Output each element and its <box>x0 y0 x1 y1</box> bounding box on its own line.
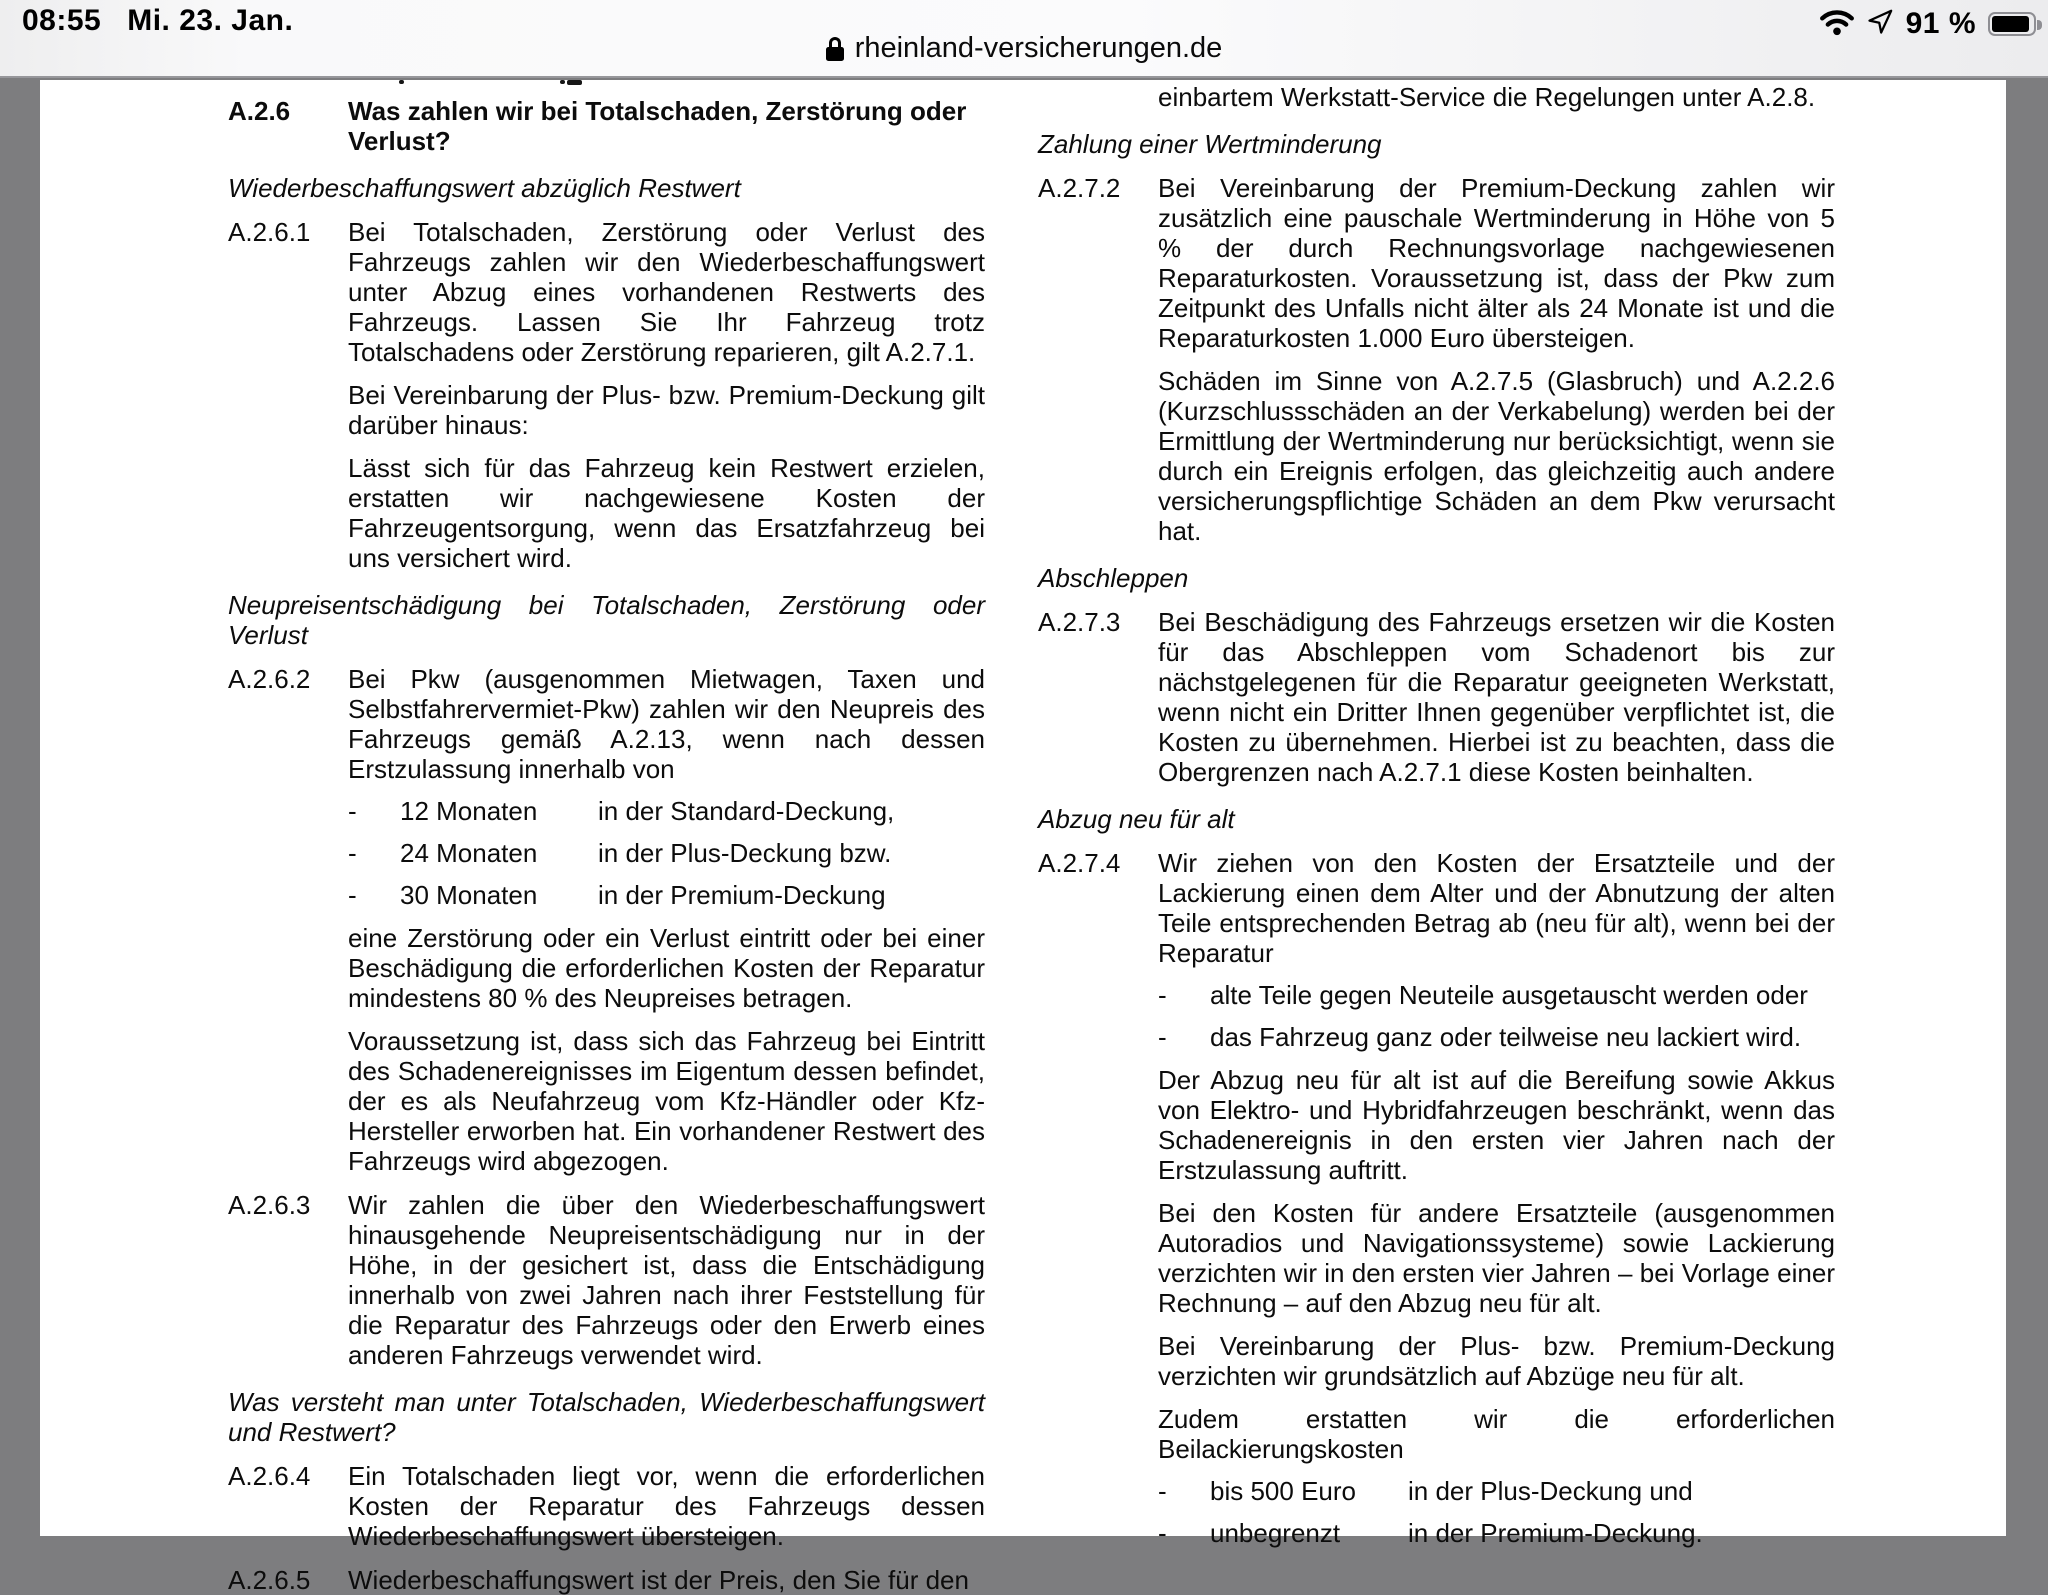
list-term: bis 500 Euro <box>1210 1476 1356 1506</box>
clause-paragraph: Bei Totalschaden, Zerstörung oder Verlust des Fahrzeugs zahlen wir den Wiederbeschaffungswert unter Abzug eines vorhandenen Restwerts des Fahrzeugs. Lassen Sie Ihr Fahrzeug trotz Totalschadens oder Zerstörung reparieren, gilt A.2.7.1. <box>348 217 985 367</box>
clause-paragraph: Bei Beschädigung des Fahrzeugs ersetzen wir die Kosten für das Abschleppen vom Schadenort bis zur nächstgelegenen für die Reparatur geeigneten Werkstatt, wenn nicht ein Dritter Ihnen gegenüber verpflichtet ist, die Kosten zu übernehmen. Hierbei ist zu beachten, dass die Obergrenzen nach A.2.7.1 diese Kosten beinhalten. <box>1158 607 1835 787</box>
clause-label: A.2.7.4 <box>1038 848 1121 878</box>
dash-list-row <box>1158 1022 1835 1052</box>
dash-bullet: - <box>1158 980 1167 1010</box>
list-term: 24 Monaten <box>400 838 538 868</box>
clause-label: A.2.7.2 <box>1038 173 1121 203</box>
clause-label: A.2.6.1 <box>228 217 311 247</box>
clause-item <box>228 664 985 784</box>
status-right-cluster <box>1819 7 2036 41</box>
subheading: Abschleppen <box>1038 563 1189 593</box>
dash-bullet: - <box>1158 1476 1167 1506</box>
clause-body <box>348 664 985 784</box>
section-title: Was zahlen wir bei Totalschaden, Zerstörung oder Verlust? <box>348 96 967 156</box>
clause-paragraph: Bei Vereinbarung der Plus- bzw. Premium-Deckung gilt darüber hinaus: <box>348 380 985 440</box>
clause-item <box>1038 607 1835 787</box>
clause-body <box>348 1190 985 1370</box>
clause-paragraph: Ein Totalschaden liegt vor, wenn die erforderlichen Kosten der Reparatur des Fahrzeugs dessen Wiederbeschaffungswert übersteigen. <box>348 1461 985 1551</box>
clause-paragraph: Bei Vereinbarung der Plus- bzw. Premium-Deckung verzichten wir grundsätzlich auf Abzüge neu für alt. <box>1158 1331 1835 1391</box>
dash-list-row <box>1158 1476 1835 1506</box>
document-column-right <box>1038 82 1835 1548</box>
clause-item <box>228 1190 985 1370</box>
list-desc: in der Premium-Deckung <box>598 880 886 910</box>
dash-list-row <box>1158 980 1835 1010</box>
clause-label: A.2.6.2 <box>228 664 311 694</box>
continued-line: einbartem Werkstatt-Service die Regelungen unter A.2.8. <box>1158 82 1816 112</box>
clause-paragraph: Bei den Kosten für andere Ersatzteile (ausgenommen Autoradios und Navigationssysteme) sowie Lackierung verzichten wir in den ersten vier Jahren – bei Vorlage einer Rechnung – auf den Abzug neu für alt. <box>1158 1198 1835 1318</box>
clause-label: A.2.6.4 <box>228 1461 311 1491</box>
dash-list-row <box>348 838 985 868</box>
lock-icon <box>826 37 844 61</box>
subheading: Neupreisentschädigung bei Totalschaden, Zerstörung oder Verlust <box>228 590 985 650</box>
dash-list-row <box>348 796 985 826</box>
clause-label: A.2.7.3 <box>1038 607 1121 637</box>
url-domain: rheinland-versicherungen.de <box>854 32 1223 64</box>
clause-label: A.2.6.3 <box>228 1190 311 1220</box>
list-desc: in der Plus-Deckung und <box>1408 1476 1693 1506</box>
clause-body <box>1158 607 1835 787</box>
dash-bullet: - <box>348 796 357 826</box>
clause-item <box>228 217 985 573</box>
dash-list-row <box>348 880 985 910</box>
pdf-viewport[interactable] <box>0 80 2048 1595</box>
clause-paragraph: Wiederbeschaffungswert ist der Preis, den Sie für den <box>348 1565 969 1595</box>
dash-bullet: - <box>1158 1518 1167 1548</box>
status-date: Mi. 23. Jan. <box>127 4 294 37</box>
clause-paragraph: Voraussetzung ist, dass sich das Fahrzeug bei Eintritt des Schadenereignisses im Eigentum dessen befindet, der es als Neufahrzeug vom Kfz-Händler oder Kfz-Hersteller erworben hat. Ein vorhandener Restwert des Fahrzeugs wird abgezogen. <box>348 1026 985 1176</box>
document-page <box>40 80 2006 1595</box>
battery-icon <box>1988 12 2036 36</box>
clause-item <box>1038 848 1835 968</box>
clause-body <box>1158 848 1835 968</box>
location-arrow-icon <box>1867 8 1894 40</box>
document-column-left <box>228 96 985 1595</box>
list-term: 30 Monaten <box>400 880 538 910</box>
list-desc: alte Teile gegen Neuteile ausgetauscht werden oder <box>1210 980 1808 1010</box>
section-label: A.2.6 <box>228 96 291 126</box>
subheading: Was versteht man unter Totalschaden, Wiederbeschaffungswert und Restwert? <box>228 1387 985 1447</box>
dash-bullet: - <box>1158 1022 1167 1052</box>
clause-body <box>1158 173 1835 546</box>
clause-paragraph: Schäden im Sinne von A.2.7.5 (Glasbruch) und A.2.2.6 (Kurzschlussschäden an der Verkabelung) werden bei der Ermittlung der Wertminderung nur berücksichtigt, wenn sie durch ein Ereignis erfolgen, das gleichzeitig auch andere versicherungspflichtige Schäden an dem Pkw verursacht hat. <box>1158 366 1835 546</box>
clause-label: A.2.6.5 <box>228 1565 311 1595</box>
subheading: Abzug neu für alt <box>1038 804 1235 834</box>
wifi-icon <box>1819 8 1855 41</box>
clause-item <box>228 1565 985 1595</box>
list-term: unbegrenzt <box>1210 1518 1341 1548</box>
list-term: 12 Monaten <box>400 796 538 826</box>
list-desc: in der Standard-Deckung, <box>598 796 895 826</box>
section-heading <box>228 96 985 156</box>
clause-paragraph: Der Abzug neu für alt ist auf die Bereifung sowie Akkus von Elektro- und Hybridfahrzeugen beschränkt, wenn das Schadenereignis in den ersten vier Jahren nach der Erstzulassung auftritt. <box>1158 1065 1835 1185</box>
clause-paragraph: eine Zerstörung oder ein Verlust eintritt oder bei einer Beschädigung die erforderlichen Kosten der Reparatur mindestens 80 % des Neupreises betragen. <box>348 923 985 1013</box>
clause-paragraph: Bei Pkw (ausgenommen Mietwagen, Taxen und Selbstfahrervermiet-Pkw) zahlen wir den Neupreis des Fahrzeugs gemäß A.2.13, wenn nach dessen Erstzulassung innerhalb von <box>348 664 985 784</box>
clause-paragraph: Wir ziehen von den Kosten der Ersatzteile und der Lackierung einen dem Alter und der Abnutzung der alten Teile entsprechenden Betrag ab (neu für alt), wenn bei der Reparatur <box>1158 848 1835 968</box>
subheading: Zahlung einer Wertminderung <box>1038 129 1382 159</box>
clause-paragraph: Zudem erstatten wir die erforderlichen Beilackierungskosten <box>1158 1404 1835 1464</box>
address-bar[interactable] <box>0 32 2048 65</box>
dash-bullet: - <box>348 880 357 910</box>
battery-percentage: 91 % <box>1905 7 1976 40</box>
browser-status-bar <box>0 0 2048 78</box>
status-time: 08:55 <box>22 4 102 37</box>
list-desc: in der Premium-Deckung. <box>1408 1518 1703 1548</box>
clause-item <box>1038 173 1835 546</box>
clause-paragraph: Wir zahlen die über den Wiederbeschaffungswert hinausgehende Neupreisentschädigung nur in der Höhe, in der gesichert ist, dass die Entschädigung innerhalb von zwei Jahren nach ihrer Feststellung für die Reparatur des Fahrzeugs oder den Erwerb eines anderen Fahrzeugs verwendet wird. <box>348 1190 985 1370</box>
clause-paragraph: Bei Vereinbarung der Premium-Deckung zahlen wir zusätzlich eine pauschale Wertminderung in Höhe von 5 % der durch Rechnungsvorlage nachgewiesenen Reparaturkosten. Voraussetzung ist, dass der Pkw zum Zeitpunkt des Unfalls nicht älter als 24 Monate ist und die Reparaturkosten 1.000 Euro übersteigen. <box>1158 173 1835 353</box>
clause-body <box>348 1461 985 1551</box>
clause-body <box>348 1565 985 1595</box>
clause-item <box>228 1461 985 1551</box>
list-desc: das Fahrzeug ganz oder teilweise neu lackiert wird. <box>1210 1022 1802 1052</box>
dash-list-row <box>1158 1518 1835 1548</box>
subheading: Wiederbeschaffungswert abzüglich Restwert <box>228 173 741 203</box>
clause-body <box>348 217 985 573</box>
clause-paragraph: Lässt sich für das Fahrzeug kein Restwert erzielen, erstatten wir nachgewiesene Kosten der Fahrzeugentsorgung, wenn das Ersatzfahrzeug bei uns versichert wird. <box>348 453 985 573</box>
list-desc: in der Plus-Deckung bzw. <box>598 838 892 868</box>
dash-bullet: - <box>348 838 357 868</box>
